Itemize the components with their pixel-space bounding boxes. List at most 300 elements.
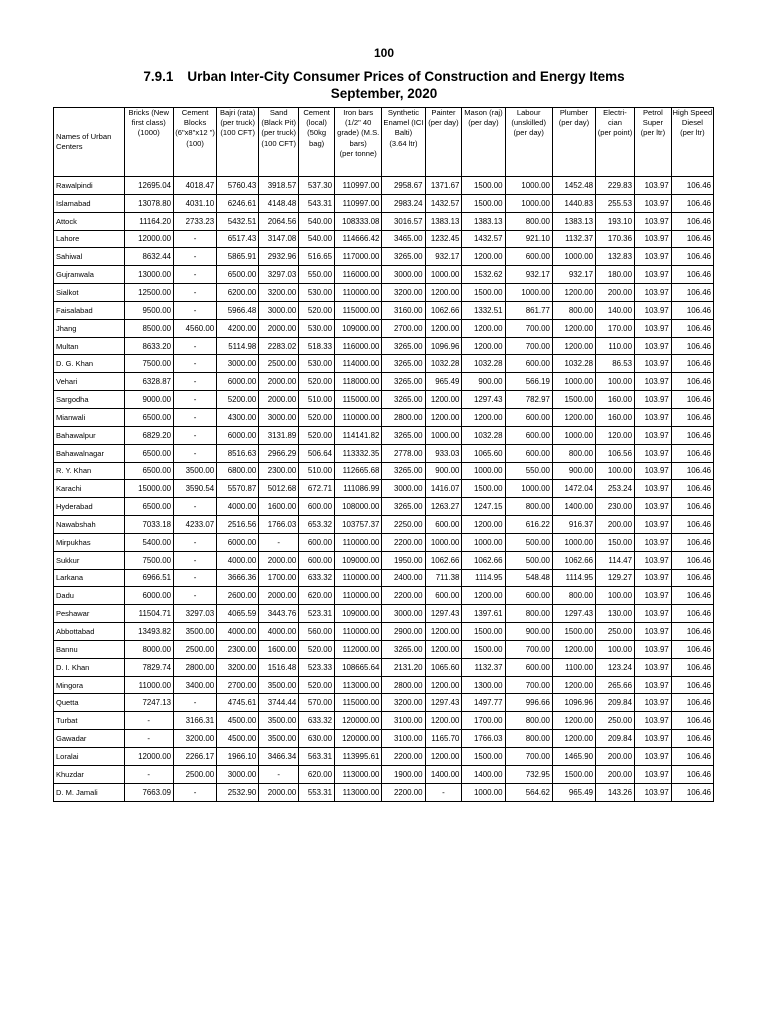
price-cell-bajri: 4065.59 (217, 605, 259, 623)
urban-center-name: Nawabshah (54, 516, 125, 534)
price-cell-diesel: 106.46 (671, 516, 713, 534)
price-cell-bajri: 8516.63 (217, 444, 259, 462)
table-row (54, 426, 714, 444)
price-cell-bajri: 1966.10 (217, 748, 259, 766)
price-cell-cement_blocks: - (173, 587, 216, 605)
price-cell-diesel: 106.46 (671, 748, 713, 766)
price-cell-electrician: 250.00 (596, 712, 635, 730)
column-header-petrol (634, 108, 671, 177)
price-cell-cement_blocks: 2800.00 (173, 658, 216, 676)
price-cell-petrol: 103.97 (634, 373, 671, 391)
price-cell-plumber: 1472.04 (552, 480, 595, 498)
price-cell-iron_bars: 114000.00 (335, 355, 382, 373)
column-header-plumber (552, 108, 595, 177)
price-cell-cement: 530.00 (299, 319, 335, 337)
price-cell-iron_bars: 120000.00 (335, 712, 382, 730)
price-cell-painter: 1200.00 (425, 623, 462, 641)
column-header-unit: (per ltr) (680, 128, 705, 138)
price-cell-iron_bars: 112000.00 (335, 640, 382, 658)
price-cell-sand: 2000.00 (259, 391, 299, 409)
price-cell-petrol: 103.97 (634, 783, 671, 801)
price-cell-labour: 800.00 (505, 212, 552, 230)
price-cell-cement: 537.30 (299, 177, 335, 195)
price-cell-enamel: 3465.00 (382, 230, 425, 248)
price-cell-plumber: 1062.66 (552, 551, 595, 569)
urban-center-name: Hyderabad (54, 498, 125, 516)
price-cell-painter: 1000.00 (425, 266, 462, 284)
price-cell-iron_bars: 112665.68 (335, 462, 382, 480)
price-cell-iron_bars: 109000.00 (335, 605, 382, 623)
price-cell-electrician: 200.00 (596, 748, 635, 766)
price-cell-enamel: 2200.00 (382, 783, 425, 801)
price-cell-cement: 550.00 (299, 266, 335, 284)
price-cell-plumber: 1000.00 (552, 248, 595, 266)
column-header-label: Plumber (559, 108, 589, 117)
price-cell-enamel: 2983.24 (382, 194, 425, 212)
price-cell-bricks: 6829.20 (124, 426, 173, 444)
price-cell-bajri: 3000.00 (217, 765, 259, 783)
price-cell-cement_blocks: 3400.00 (173, 676, 216, 694)
price-cell-painter: 1200.00 (425, 391, 462, 409)
price-cell-bricks: 7033.18 (124, 516, 173, 534)
header-row (54, 108, 714, 177)
price-cell-bajri: 5966.48 (217, 301, 259, 319)
urban-center-name: Gawadar (54, 730, 125, 748)
price-cell-bajri: 4000.00 (217, 623, 259, 641)
urban-center-name: Khuzdar (54, 765, 125, 783)
price-cell-cement_blocks: 2266.17 (173, 748, 216, 766)
price-cell-mason: 1200.00 (462, 319, 505, 337)
price-cell-cement: 520.00 (299, 640, 335, 658)
price-cell-cement: 530.00 (299, 355, 335, 373)
price-cell-iron_bars: 110000.00 (335, 569, 382, 587)
price-cell-diesel: 106.46 (671, 444, 713, 462)
price-cell-bricks: 9500.00 (124, 301, 173, 319)
price-cell-mason: 1200.00 (462, 516, 505, 534)
price-cell-labour: 564.62 (505, 783, 552, 801)
price-cell-enamel: 3200.00 (382, 284, 425, 302)
table-row (54, 658, 714, 676)
price-cell-labour: 600.00 (505, 248, 552, 266)
price-cell-labour: 932.17 (505, 266, 552, 284)
price-cell-iron_bars: 109000.00 (335, 319, 382, 337)
price-cell-bajri: 6500.00 (217, 266, 259, 284)
urban-center-name: Vehari (54, 373, 125, 391)
price-cell-iron_bars: 103757.37 (335, 516, 382, 534)
price-cell-diesel: 106.46 (671, 498, 713, 516)
price-cell-sand: 3200.00 (259, 284, 299, 302)
price-cell-cement: 560.00 (299, 623, 335, 641)
price-cell-mason: 1132.37 (462, 658, 505, 676)
price-cell-plumber: 1000.00 (552, 533, 595, 551)
price-cell-diesel: 106.46 (671, 248, 713, 266)
price-cell-cement_blocks: - (173, 355, 216, 373)
price-cell-cement_blocks: 3166.31 (173, 712, 216, 730)
column-header-label: Mason (raj) (464, 108, 503, 117)
price-cell-labour: 921.10 (505, 230, 552, 248)
price-cell-labour: 600.00 (505, 355, 552, 373)
table-body (54, 177, 714, 802)
price-cell-diesel: 106.46 (671, 587, 713, 605)
price-cell-cement_blocks: - (173, 408, 216, 426)
price-cell-cement: 600.00 (299, 551, 335, 569)
price-cell-painter: 711.38 (425, 569, 462, 587)
price-cell-petrol: 103.97 (634, 408, 671, 426)
price-cell-cement: 540.00 (299, 212, 335, 230)
price-cell-enamel: 2958.67 (382, 177, 425, 195)
price-cell-electrician: 100.00 (596, 640, 635, 658)
price-cell-cement_blocks: - (173, 248, 216, 266)
price-cell-iron_bars: 113332.35 (335, 444, 382, 462)
table-row (54, 712, 714, 730)
price-cell-mason: 1500.00 (462, 623, 505, 641)
price-cell-diesel: 106.46 (671, 480, 713, 498)
price-cell-mason: 1500.00 (462, 284, 505, 302)
price-cell-iron_bars: 110000.00 (335, 587, 382, 605)
urban-center-name: Mirpukhas (54, 533, 125, 551)
price-cell-cement_blocks: - (173, 230, 216, 248)
column-header-enamel (382, 108, 425, 177)
price-cell-painter: 1062.66 (425, 551, 462, 569)
price-cell-iron_bars: 110000.00 (335, 623, 382, 641)
urban-center-name: Attock (54, 212, 125, 230)
price-cell-bricks: 7500.00 (124, 551, 173, 569)
urban-center-name: Mianwali (54, 408, 125, 426)
price-cell-bricks: 12000.00 (124, 748, 173, 766)
urban-center-name: Karachi (54, 480, 125, 498)
price-cell-painter: 1432.57 (425, 194, 462, 212)
price-cell-sand: 1516.48 (259, 658, 299, 676)
price-cell-painter: 1297.43 (425, 605, 462, 623)
price-cell-iron_bars: 114666.42 (335, 230, 382, 248)
price-cell-enamel: 2200.00 (382, 748, 425, 766)
price-cell-sand: 3443.76 (259, 605, 299, 623)
price-cell-labour: 700.00 (505, 748, 552, 766)
price-cell-sand: 2000.00 (259, 373, 299, 391)
price-cell-cement_blocks: 4233.07 (173, 516, 216, 534)
price-cell-cement: 510.00 (299, 462, 335, 480)
price-cell-sand: 3000.00 (259, 301, 299, 319)
price-cell-sand: 1600.00 (259, 640, 299, 658)
column-header-label: Iron bars (1/2" 40 grade) (M.S. bars) (337, 108, 380, 148)
price-cell-plumber: 1500.00 (552, 623, 595, 641)
price-cell-cement: 630.00 (299, 730, 335, 748)
price-cell-cement: 506.64 (299, 444, 335, 462)
price-cell-enamel: 3200.00 (382, 694, 425, 712)
price-cell-mason: 1247.15 (462, 498, 505, 516)
price-cell-bricks: 9000.00 (124, 391, 173, 409)
price-cell-iron_bars: 120000.00 (335, 730, 382, 748)
price-cell-bajri: 4300.00 (217, 408, 259, 426)
price-cell-sand: 2000.00 (259, 319, 299, 337)
urban-center-name: Faisalabad (54, 301, 125, 319)
column-header-unit: (per day) (513, 128, 544, 138)
price-cell-labour: 800.00 (505, 730, 552, 748)
price-cell-electrician: 255.53 (596, 194, 635, 212)
price-cell-labour: 1000.00 (505, 194, 552, 212)
price-cell-plumber: 1500.00 (552, 391, 595, 409)
price-cell-cement: 520.00 (299, 408, 335, 426)
price-cell-bajri: 4000.00 (217, 498, 259, 516)
price-cell-diesel: 106.46 (671, 533, 713, 551)
column-header-unit: (100) (186, 138, 204, 148)
price-cell-electrician: 120.00 (596, 426, 635, 444)
price-cell-bricks: 8000.00 (124, 640, 173, 658)
price-cell-diesel: 106.46 (671, 212, 713, 230)
price-cell-plumber: 800.00 (552, 301, 595, 319)
price-cell-painter: 600.00 (425, 587, 462, 605)
price-cell-enamel: 2800.00 (382, 676, 425, 694)
price-cell-electrician: 100.00 (596, 462, 635, 480)
price-cell-electrician: 200.00 (596, 765, 635, 783)
price-cell-iron_bars: 108000.00 (335, 498, 382, 516)
price-cell-painter: 932.17 (425, 248, 462, 266)
price-cell-painter: 1297.43 (425, 694, 462, 712)
price-cell-painter: 1200.00 (425, 712, 462, 730)
price-cell-bricks: 11504.71 (124, 605, 173, 623)
price-cell-diesel: 106.46 (671, 462, 713, 480)
price-cell-diesel: 106.46 (671, 694, 713, 712)
price-cell-bajri: 4000.00 (217, 551, 259, 569)
price-cell-diesel: 106.46 (671, 569, 713, 587)
urban-center-name: Mingora (54, 676, 125, 694)
title-line-2: September, 2020 (330, 86, 438, 101)
price-cell-painter: 1200.00 (425, 284, 462, 302)
price-cell-mason: 1500.00 (462, 194, 505, 212)
price-cell-bricks: 6500.00 (124, 408, 173, 426)
price-cell-cement: 520.00 (299, 426, 335, 444)
price-cell-labour: 732.95 (505, 765, 552, 783)
price-cell-painter: 1062.66 (425, 301, 462, 319)
table-number: 7.9.1 (143, 69, 174, 84)
price-cell-iron_bars: 114141.82 (335, 426, 382, 444)
table-row (54, 694, 714, 712)
price-cell-bricks: 7500.00 (124, 355, 173, 373)
price-cell-diesel: 106.46 (671, 194, 713, 212)
price-cell-labour: 500.00 (505, 551, 552, 569)
price-cell-bajri: 6000.00 (217, 373, 259, 391)
price-cell-plumber: 800.00 (552, 587, 595, 605)
table-row (54, 266, 714, 284)
urban-center-name: R. Y. Khan (54, 462, 125, 480)
price-cell-bajri: 6246.61 (217, 194, 259, 212)
price-cell-plumber: 900.00 (552, 462, 595, 480)
price-cell-cement: 530.00 (299, 284, 335, 302)
price-cell-labour: 800.00 (505, 498, 552, 516)
price-cell-painter: 1200.00 (425, 319, 462, 337)
price-cell-labour: 800.00 (505, 712, 552, 730)
urban-center-name: Gujranwala (54, 266, 125, 284)
price-cell-mason: 1062.66 (462, 551, 505, 569)
price-cell-labour: 861.77 (505, 301, 552, 319)
price-cell-bricks: - (124, 730, 173, 748)
price-cell-sand: 3131.89 (259, 426, 299, 444)
table-row (54, 212, 714, 230)
table-row (54, 408, 714, 426)
price-cell-diesel: 106.46 (671, 284, 713, 302)
urban-center-name: D. I. Khan (54, 658, 125, 676)
price-cell-painter: 1032.28 (425, 355, 462, 373)
column-header-label: Sand (Black Pit) (per truck) (261, 108, 297, 138)
price-cell-mason: 900.00 (462, 373, 505, 391)
price-cell-bricks: 6328.87 (124, 373, 173, 391)
price-cell-cement_blocks: - (173, 426, 216, 444)
price-cell-labour: 1000.00 (505, 284, 552, 302)
column-header-label: Cement Blocks (6"x8"x12 ") (175, 108, 215, 138)
price-cell-cement: 523.33 (299, 658, 335, 676)
price-cell-painter: 1383.13 (425, 212, 462, 230)
price-cell-diesel: 106.46 (671, 765, 713, 783)
price-cell-plumber: 1297.43 (552, 605, 595, 623)
price-cell-diesel: 106.46 (671, 355, 713, 373)
price-cell-bricks: 7663.09 (124, 783, 173, 801)
urban-center-name: Lahore (54, 230, 125, 248)
price-cell-enamel: 3265.00 (382, 426, 425, 444)
table-row (54, 301, 714, 319)
price-cell-bajri: 5760.43 (217, 177, 259, 195)
price-cell-bajri: 6800.00 (217, 462, 259, 480)
price-cell-bajri: 2516.56 (217, 516, 259, 534)
price-cell-enamel: 1900.00 (382, 765, 425, 783)
price-cell-bajri: 2700.00 (217, 676, 259, 694)
price-cell-plumber: 1200.00 (552, 284, 595, 302)
table-row (54, 551, 714, 569)
table-row (54, 569, 714, 587)
price-cell-cement: 523.31 (299, 605, 335, 623)
price-cell-enamel: 3265.00 (382, 391, 425, 409)
price-cell-bajri: 6000.00 (217, 533, 259, 551)
price-cell-plumber: 1096.96 (552, 694, 595, 712)
price-cell-diesel: 106.46 (671, 408, 713, 426)
table-row (54, 230, 714, 248)
price-cell-bricks: 6500.00 (124, 498, 173, 516)
price-cell-plumber: 1465.90 (552, 748, 595, 766)
price-cell-diesel: 106.46 (671, 605, 713, 623)
price-cell-plumber: 1500.00 (552, 765, 595, 783)
urban-center-name: Peshawar (54, 605, 125, 623)
price-cell-bricks: 5400.00 (124, 533, 173, 551)
price-cell-petrol: 103.97 (634, 444, 671, 462)
table-row (54, 194, 714, 212)
price-cell-iron_bars: 108665.64 (335, 658, 382, 676)
price-cell-mason: 1766.03 (462, 730, 505, 748)
price-cell-cement_blocks: - (173, 533, 216, 551)
price-cell-electrician: 130.00 (596, 605, 635, 623)
price-cell-cement_blocks: - (173, 284, 216, 302)
price-cell-mason: 1500.00 (462, 177, 505, 195)
price-cell-cement: 563.31 (299, 748, 335, 766)
price-cell-mason: 1497.77 (462, 694, 505, 712)
price-cell-labour: 600.00 (505, 444, 552, 462)
price-cell-cement: 553.31 (299, 783, 335, 801)
price-cell-petrol: 103.97 (634, 319, 671, 337)
price-cell-petrol: 103.97 (634, 765, 671, 783)
table-row (54, 355, 714, 373)
price-cell-cement_blocks: - (173, 444, 216, 462)
price-cell-labour: 700.00 (505, 319, 552, 337)
price-cell-sand: 3466.34 (259, 748, 299, 766)
price-cell-cement: 600.00 (299, 498, 335, 516)
column-header-unit: (per point) (597, 128, 633, 138)
price-cell-labour: 700.00 (505, 640, 552, 658)
price-cell-bricks: 8500.00 (124, 319, 173, 337)
page-number: 100 (373, 46, 395, 60)
price-cell-diesel: 106.46 (671, 426, 713, 444)
price-cell-electrician: 86.53 (596, 355, 635, 373)
price-cell-enamel: 3265.00 (382, 248, 425, 266)
price-cell-mason: 1200.00 (462, 248, 505, 266)
price-cell-bricks: 6500.00 (124, 462, 173, 480)
price-cell-diesel: 106.46 (671, 266, 713, 284)
price-cell-painter: 1416.07 (425, 480, 462, 498)
price-cell-plumber: 1000.00 (552, 426, 595, 444)
table-row (54, 640, 714, 658)
price-cell-enamel: 3100.00 (382, 730, 425, 748)
price-cell-labour: 600.00 (505, 408, 552, 426)
price-cell-bajri: 2532.90 (217, 783, 259, 801)
price-cell-mason: 1700.00 (462, 712, 505, 730)
price-cell-labour: 566.19 (505, 373, 552, 391)
price-cell-sand: 1766.03 (259, 516, 299, 534)
price-cell-bajri: 6000.00 (217, 426, 259, 444)
price-cell-mason: 1200.00 (462, 337, 505, 355)
price-cell-iron_bars: 108333.08 (335, 212, 382, 230)
price-cell-bricks: 11164.20 (124, 212, 173, 230)
price-cell-iron_bars: 118000.00 (335, 373, 382, 391)
price-cell-petrol: 103.97 (634, 480, 671, 498)
price-cell-mason: 1000.00 (462, 783, 505, 801)
price-cell-cement_blocks: - (173, 551, 216, 569)
price-cell-petrol: 103.97 (634, 355, 671, 373)
table-row (54, 730, 714, 748)
price-cell-mason: 1500.00 (462, 640, 505, 658)
price-cell-plumber: 1200.00 (552, 408, 595, 426)
price-cell-bajri: 2600.00 (217, 587, 259, 605)
column-header-label: Bajri (rata) (per truck) (219, 108, 256, 128)
urban-center-name: Dadu (54, 587, 125, 605)
price-cell-bricks: 13078.80 (124, 194, 173, 212)
price-cell-petrol: 103.97 (634, 640, 671, 658)
price-cell-cement_blocks: 3297.03 (173, 605, 216, 623)
column-header-cement (299, 108, 335, 177)
table-row (54, 605, 714, 623)
price-cell-labour: 1000.00 (505, 480, 552, 498)
table-row (54, 533, 714, 551)
price-cell-petrol: 103.97 (634, 694, 671, 712)
price-cell-cement: 540.00 (299, 230, 335, 248)
price-cell-sand: 3744.44 (259, 694, 299, 712)
price-cell-electrician: 140.00 (596, 301, 635, 319)
price-cell-electrician: 253.24 (596, 480, 635, 498)
urban-center-name: Turbat (54, 712, 125, 730)
price-cell-mason: 1297.43 (462, 391, 505, 409)
urban-center-name: Loralai (54, 748, 125, 766)
price-cell-petrol: 103.97 (634, 194, 671, 212)
price-cell-iron_bars: 111086.99 (335, 480, 382, 498)
urban-center-name: Multan (54, 337, 125, 355)
price-cell-sand: 4000.00 (259, 623, 299, 641)
price-cell-electrician: 209.84 (596, 730, 635, 748)
price-cell-mason: 1032.28 (462, 426, 505, 444)
column-header-label: High Speed Diesel (672, 108, 713, 128)
column-header-unit: (per day) (428, 118, 459, 128)
price-cell-mason: 1500.00 (462, 748, 505, 766)
price-cell-diesel: 106.46 (671, 783, 713, 801)
price-cell-labour: 996.66 (505, 694, 552, 712)
price-cell-diesel: 106.46 (671, 640, 713, 658)
table-row (54, 765, 714, 783)
price-cell-petrol: 103.97 (634, 623, 671, 641)
